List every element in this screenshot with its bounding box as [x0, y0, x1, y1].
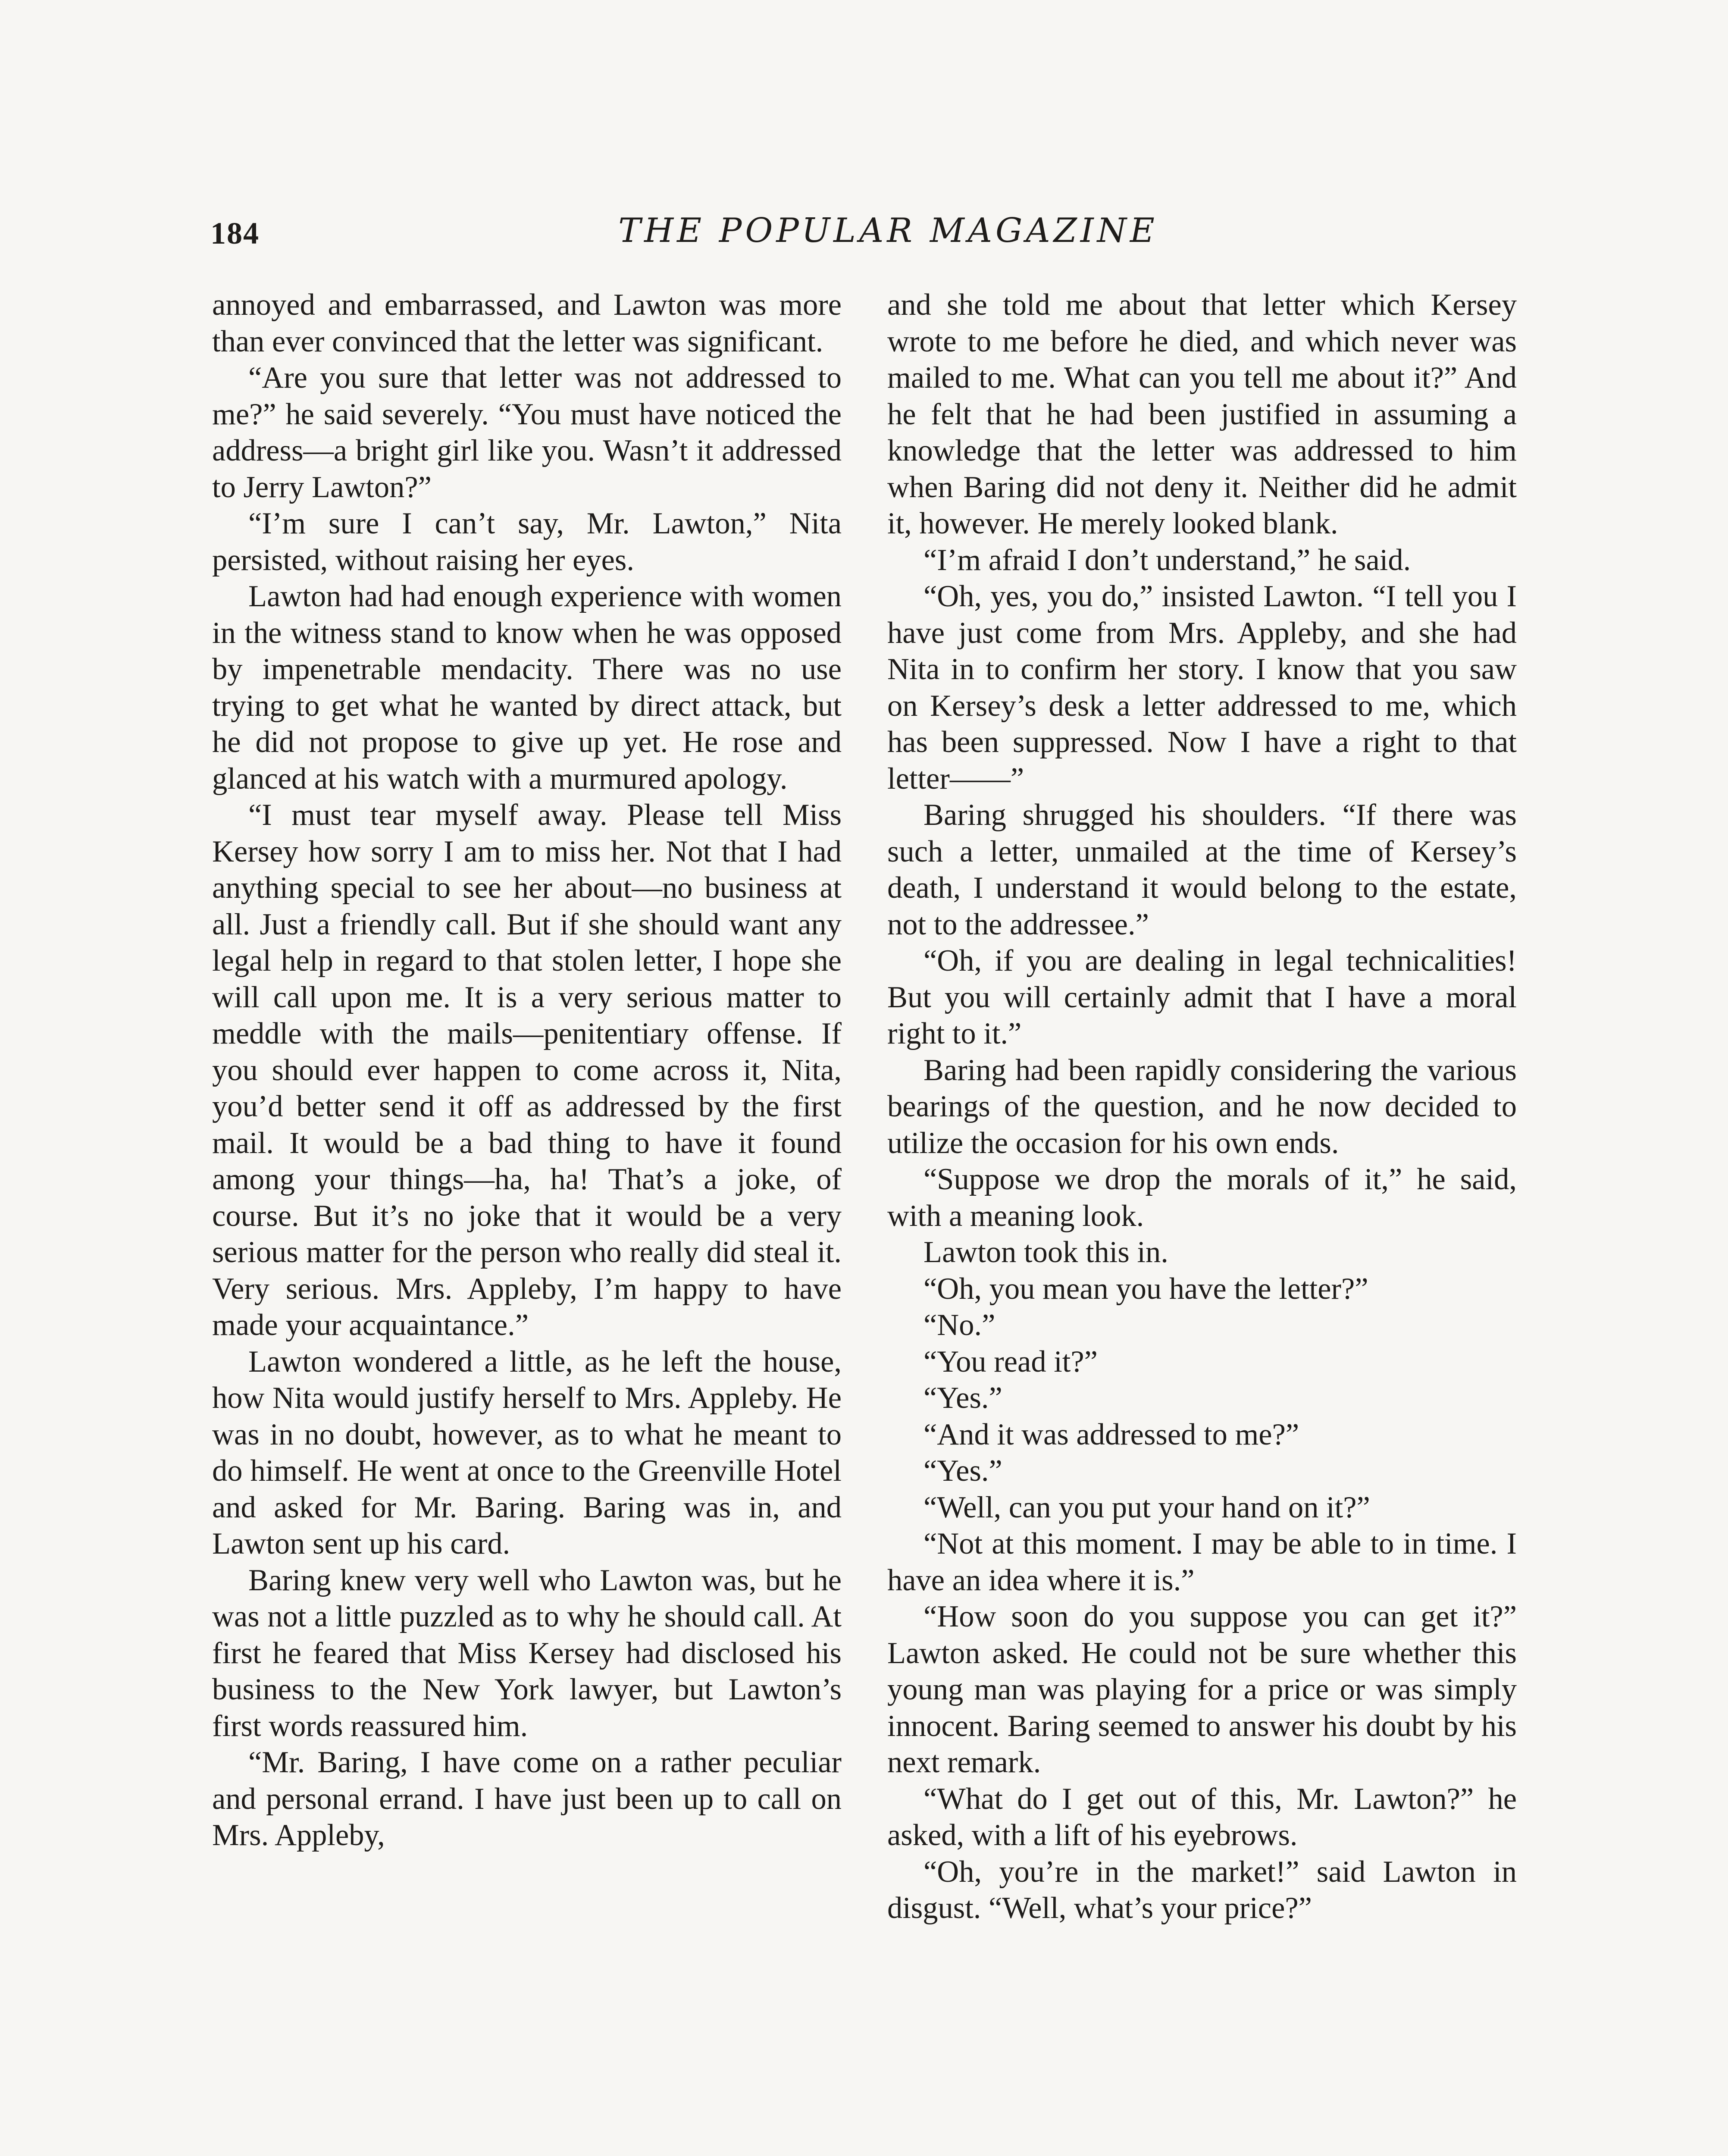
paragraph: “Yes.”	[923, 1454, 1002, 1488]
paragraph: Lawton wondered a little, as he left the house, how Nita would justify herself to Mrs. Appleby. He was in no doubt, however, as to what he meant to do himself. He went at once to the Greenville Hotel and asked for Mr. Baring. Baring was in, and Lawton sent up his card.	[212, 1344, 842, 1561]
right-text-column	[887, 287, 1517, 1927]
paragraph: “Not at this moment. I may be able to in time. I have an idea where it is.”	[887, 1527, 1517, 1597]
paragraph: “Oh, if you are dealing in legal technicalities! But you will certainly admit that I have a moral right to it.”	[887, 944, 1517, 1050]
paragraph: “Yes.”	[923, 1381, 1002, 1415]
paragraph: and she told me about that letter which Kersey wrote to me before he died, and which never was mailed to me. What can you tell me about it?” And he felt that he had been justified in assuming a knowledge that the letter was addressed to him when Baring did not deny it. Neither did he admit it, however. He merely looked blank.	[887, 288, 1517, 540]
paragraph: “Are you sure that letter was not addressed to me?” he said severely. “You must have noticed the address—a bright girl like you. Wasn’t it addressed to Jerry Lawton?”	[212, 361, 842, 504]
paragraph: “Oh, you mean you have the letter?”	[923, 1272, 1368, 1306]
paragraph: Baring shrugged his shoulders. “If there was such a letter, unmailed at the time of Kersey’s death, I understand it would belong to the estate, not to the addressee.”	[887, 798, 1517, 941]
paragraph: “Oh, you’re in the market!” said Lawton in disgust. “Well, what’s your price?”	[887, 1855, 1517, 1925]
paragraph: “No.”	[923, 1308, 995, 1342]
paragraph: Baring had been rapidly considering the various bearings of the question, and he now decided to utilize the occasion for his own ends.	[887, 1053, 1517, 1160]
paragraph: Lawton had had enough experience with women in the witness stand to know when he was opposed by impenetrable mendacity. There was no use trying to get what he wanted by direct attack, but he did not propose to give up yet. He rose and glanced at his watch with a murmured apology.	[212, 580, 842, 796]
paragraph: “Suppose we drop the morals of it,” he said, with a meaning look.	[887, 1163, 1517, 1233]
paragraph: “Well, can you put your hand on it?”	[923, 1490, 1370, 1524]
paragraph: Baring knew very well who Lawton was, but he was not a little puzzled as to why he should call. At first he feared that Miss Kersey had disclosed his business to the New York lawyer, but Lawton’s first words reassured him.	[212, 1563, 842, 1743]
paragraph: “How soon do you suppose you can get it?” Lawton asked. He could not be sure whether this young man was playing for a price or was simply innocent. Baring seemed to answer his doubt by his next remark.	[887, 1600, 1517, 1779]
paragraph: “You read it?”	[923, 1344, 1098, 1379]
paragraph: Lawton took this in.	[923, 1235, 1168, 1269]
paragraph: “I’m sure I can’t say, Mr. Lawton,” Nita persisted, without raising her eyes.	[212, 507, 842, 577]
page-number: 184	[210, 216, 260, 251]
paragraph: “What do I get out of this, Mr. Lawton?” he asked, with a lift of his eyebrows.	[887, 1782, 1517, 1852]
left-text-column	[212, 287, 842, 1854]
paragraph: annoyed and embarrassed, and Lawton was more than ever convinced that the letter was significant.	[212, 288, 842, 358]
paragraph: “And it was addressed to me?”	[923, 1417, 1299, 1451]
paragraph: “I must tear myself away. Please tell Miss Kersey how sorry I am to miss her. Not that I had anything special to see her about—no business at all. Just a friendly call. But if she should want any legal help in regard to that stolen letter, I hope she will call upon me. It is a very serious matter to meddle with the mails—penitentiary offense. If you should ever happen to come across it, Nita, you’d better send it off as addressed by the first mail. It would be a bad thing to have it found among your things—ha, ha! That’s a joke, of course. But it’s no joke that it would be a very serious matter for the person who really did steal it. Very serious. Mrs. Appleby, I’m happy to have made your acquaintance.”	[212, 798, 842, 1342]
paragraph: “Oh, yes, you do,” insisted Lawton. “I tell you I have just come from Mrs. Appleby, and she had Nita in to confirm her story. I know that you saw on Kersey’s desk a letter addressed to me, which has been suppressed. Now I have a right to that letter——”	[887, 580, 1517, 796]
paragraph: “I’m afraid I don’t understand,” he said.	[923, 543, 1411, 577]
running-head-title: THE POPULAR MAGAZINE	[618, 211, 1158, 250]
paragraph: “Mr. Baring, I have come on a rather peculiar and personal errand. I have just been up to call on Mrs. Appleby,	[212, 1745, 842, 1852]
